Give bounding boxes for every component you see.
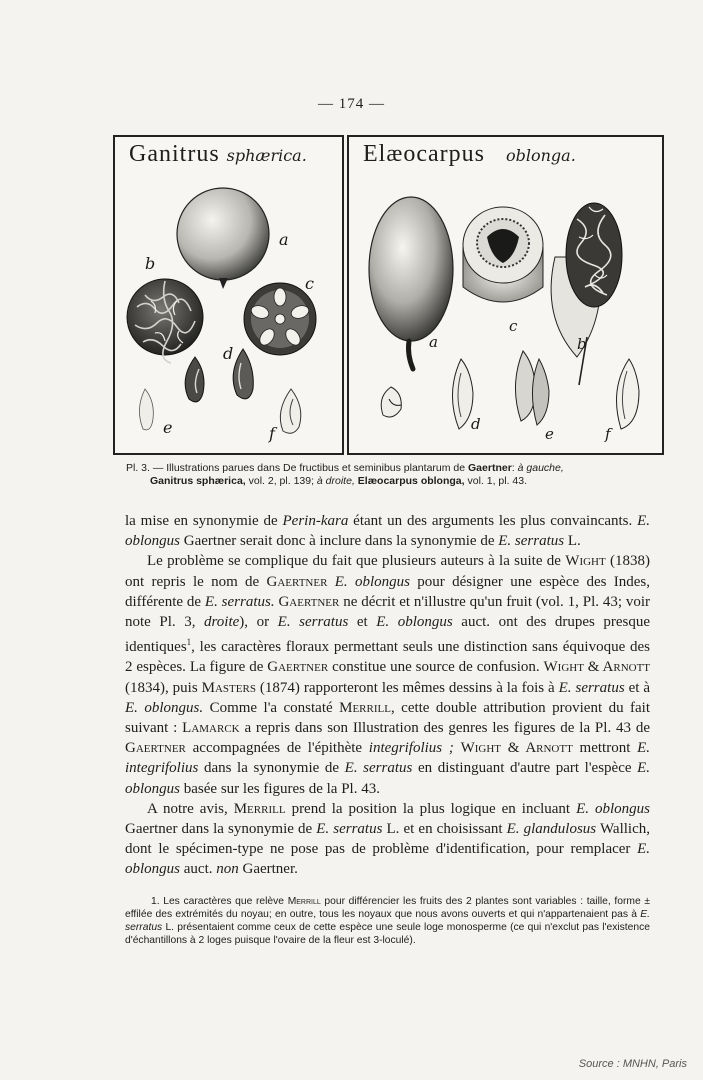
plate-caption: [126, 462, 656, 488]
caption-line-2: [126, 475, 656, 488]
ganitrus-seed-e: [139, 389, 153, 430]
ganitrus-section-c: [244, 283, 316, 355]
page-number: — 174 —: [318, 96, 385, 112]
elaeocarpus-fruit-a: [369, 197, 453, 369]
ganitrus-seeds-d: [185, 349, 253, 402]
species-sphaerica: sphærica.: [226, 146, 307, 165]
elaeocarpus-illustration: [349, 137, 662, 453]
caption-a-droite: à droite,: [316, 475, 355, 487]
genus-elaeocarpus: Elæocarpus: [363, 141, 485, 167]
body-text: [125, 511, 650, 880]
genus-ganitrus: Ganitrus: [129, 141, 220, 167]
label-b: b: [145, 254, 156, 273]
ganitrus-nut-b: [127, 279, 203, 363]
caption-ganitrus: Ganitrus sphærica,: [150, 475, 246, 487]
label-d: d: [223, 344, 234, 363]
plate-elaeocarpus: [347, 135, 664, 455]
ganitrus-illustration: [115, 137, 342, 453]
paragraph-3: A notre avis, Merrill prend la position la plus logique en incluant E. oblongus Gaertner dans la synonymie de E. serratus L. et en choisissant E. glandulosus Wallich, dont le spécimen-type ne pose pas de problème d'identification, pour remplacer E. oblongus auct. non Gaertner.: [125, 800, 651, 878]
caption-ref1: vol. 2, pl. 139;: [248, 475, 314, 487]
label-b: b: [577, 335, 587, 353]
ganitrus-seed-f: [280, 389, 300, 433]
footnote: 1. Les caractères que relève Merrill pour différencier les fruits des 2 plantes sont variables : taille, forme ± effilée des extrémités du noyau; en outre, tous les noyaux que nous avons ouverts et qui n'appartenaient pas à E. serratus L. présentaient comme ceux de cette espèce une seule loge monosperme (ce qui n'exclut pas l'existence d'échantillons à 2 loges puisque l'ovaire de la fleur est 3-loculé).: [125, 896, 650, 946]
caption-prefix: Pl. 3. — Illustrations parues dans De fructibus et seminibus plantarum de: [126, 462, 466, 474]
label-f: f: [269, 424, 275, 443]
label-a: a: [279, 230, 289, 249]
caption-ref2: vol. 1, pl. 43.: [467, 475, 528, 487]
elaeocarpus-section-c: [463, 207, 543, 302]
paragraph-1: la mise en synonymie de Perin-kara étant un des arguments les plus convaincants. E. oblongus Gaertner serait donc à inclure dans la synonymie de E. serratus L.: [125, 513, 651, 550]
label-c: c: [305, 274, 314, 293]
label-e: e: [545, 425, 554, 443]
plate-ganitrus: [113, 135, 344, 455]
caption-a-gauche: à gauche,: [517, 462, 564, 474]
elaeocarpus-nut-b: [551, 203, 622, 385]
ganitrus-fruit-a: [177, 188, 269, 289]
label-e: e: [163, 418, 173, 437]
caption-gaertner: Gaertner: [468, 462, 512, 474]
paragraph-2: Le problème se complique du fait que plusieurs auteurs à la suite de Wight (1838) ont repris le nom de Gaertner E. oblongus pour désigner une espèce des Indes, différente de E. serratus. Gaertner ne décrit et n'illustre qu'un fruit (vol. 1, Pl. 43; voir note Pl. 3, droite), or E. serratus et E. oblongus auct. ont des drupes presque identiques$^1$, les caractères floraux permettant seuls une distinction sans équivoque des 2 espèces. La figure de Gaertner constitue une source de confusion. Wight & Arnott (1834), puis Masters (1874) rapporteront les mêmes dessins à la fois à E. serratus et à E. oblongus. Comme l'a constaté Merrill, cette double attribution provient du fait suivant : Lamarck a repris dans son Illustration des genres les figures de la Pl. 43 de Gaertner accompagnées de l'épithète integrifolius ; Wight & Arnott mettront E. integrifolius dans la synonymie de E. serratus en distinguant d'autre part l'espèce E. oblongus basée sur les figures de la Pl. 43.: [125, 553, 651, 797]
elaeocarpus-seeds: [381, 351, 639, 429]
label-d: d: [471, 415, 481, 433]
caption-colon: :: [511, 462, 515, 474]
label-c: c: [509, 317, 518, 335]
species-oblonga: oblonga.: [505, 146, 576, 165]
label-a: a: [429, 333, 438, 351]
source-credit: Source : MNHN, Paris: [578, 1058, 687, 1070]
label-f: f: [605, 425, 611, 443]
caption-elaeocarpus: Elæocarpus oblonga,: [357, 475, 465, 487]
